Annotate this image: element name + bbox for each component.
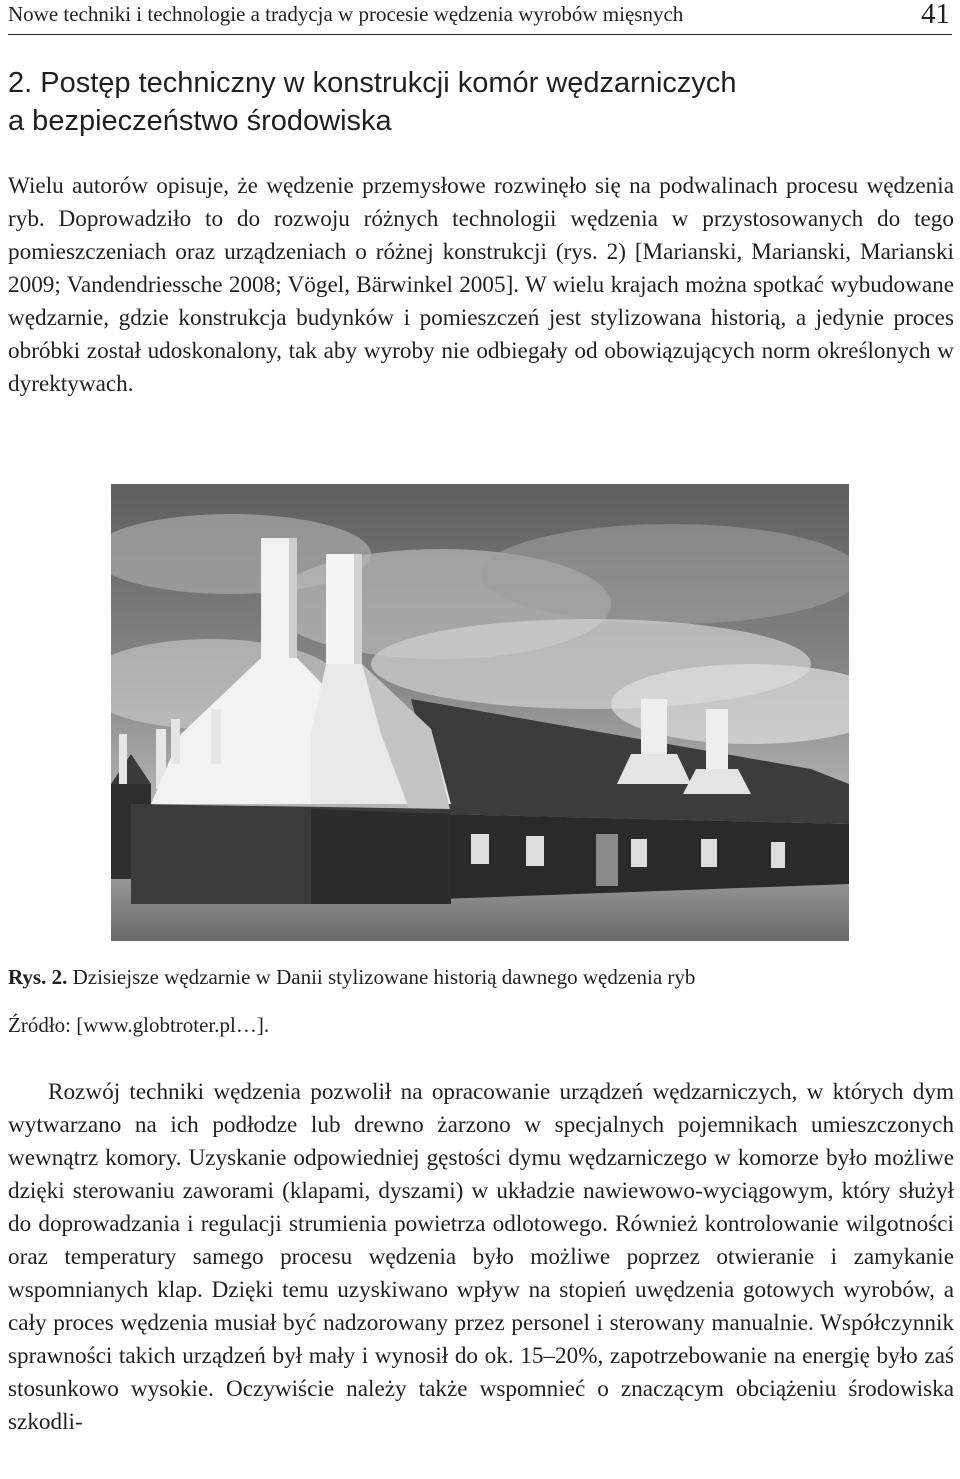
- figure-caption-label: Rys. 2.: [8, 965, 68, 989]
- figure-source: Źródło: [www.globtroter.pl…].: [8, 1013, 270, 1037]
- figure-photo-smokehouses: [111, 484, 849, 941]
- page-number: 41: [921, 0, 950, 30]
- section-heading-line-1: 2. Postęp techniczny w konstrukcji komór wędzarniczych: [8, 67, 737, 99]
- smokehouse-photo: [111, 484, 849, 941]
- section-heading: [8, 64, 948, 140]
- paragraph-1: Wielu autorów opisuje, że wędzenie przemysłowe rozwinęło się na podwalinach procesu wędzenia ryb. Doprowadziło to do rozwoju różnych technologii wędzenia w przystosowanych do tego pomieszczeniach oraz urządzeniach o różnej konstrukcji (rys. 2) [Marianski, Marianski, Marianski 2009; Vandendriessche 2008; Vögel, Bärwinkel 2005]. W wielu krajach można spotkać wybudowane wędzarnie, gdzie konstrukcja budynków i pomieszczeń jest stylizowana historią, a jedynie proces obróbki został udoskonalony, tak aby wyroby nie odbiegały od obowiązujących norm określonych w dyrektywach.: [8, 173, 954, 397]
- figure-caption-text: Dzisiejsze wędzarnie w Danii stylizowane historią dawnego wędzenia ryb: [72, 965, 696, 989]
- running-title: Nowe techniki i technologie a tradycja w procesie wędzenia wyrobów mięsnych: [8, 2, 684, 26]
- running-header: [8, 0, 952, 35]
- paragraph-2: Rozwój techniki wędzenia pozwolił na opracowanie urządzeń wędzarniczych, w których dym wytwarzano na ich podłodze lub drewno żarzono w specjalnych pojemnikach umieszczonych wewnątrz komory. Uzyskanie odpowiedniej gęstości dymu wędzarniczego w komorze było możliwe dzięki sterowaniu zaworami (klapami, dyszami) w układzie nawiewowo-wyciągowym, który służył do doprowadzania i regulacji strumienia powietrza odlotowego. Również kontrolowanie wilgotności oraz temperatury samego procesu wędzenia było możliwe poprzez otwieranie i zamykanie wspomnianych klap. Dzięki temu uzyskiwano wpływ na stopień uwędzenia gotowych wyrobów, a cały proces wędzenia musiał być nadzorowany przez personel i sterowany manualnie. Współczynnik sprawności takich urządzeń był mały i wynosił do ok. 15–20%, zapotrzebowanie na energię było zaś stosunkowo wysokie. Oczywiście należy także wspomnieć o znaczącym obciążeniu środowiska szkodli-: [8, 1079, 954, 1435]
- section-heading-line-2: a bezpieczeństwo środowiska: [8, 105, 392, 137]
- figure-caption: [8, 965, 695, 990]
